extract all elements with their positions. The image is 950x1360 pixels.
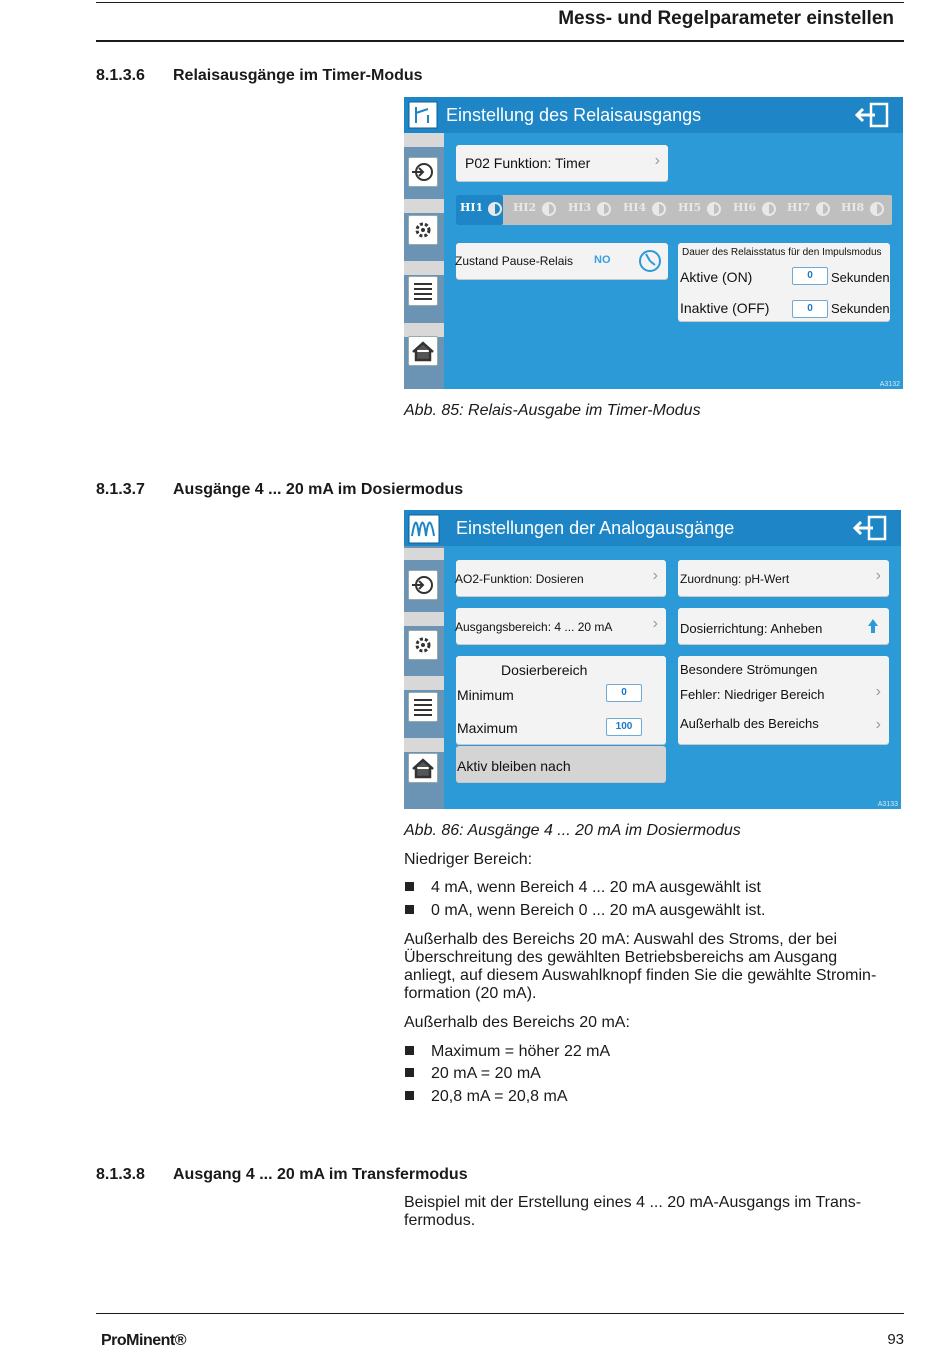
exit-icon[interactable] (855, 102, 889, 128)
pie-icon (762, 202, 776, 216)
section-title: Ausgang 4 ... 20 mA im Transfermodus (173, 1166, 468, 1183)
gear-icon[interactable] (408, 215, 438, 245)
dosing-range-panel (456, 656, 666, 744)
chevron-right-icon: › (654, 152, 660, 169)
chevron-right-icon: › (875, 716, 881, 733)
duration-header: Dauer des Relaisstatus für den Impulsmodus (682, 247, 882, 258)
tab-hi4[interactable]: HI4 (623, 201, 647, 214)
chevron-right-icon: › (652, 615, 658, 632)
relay-settings-screen (404, 97, 903, 389)
tab-hi1[interactable]: HI1 (460, 201, 484, 214)
clock-icon (638, 249, 662, 273)
menu-icon[interactable] (408, 692, 438, 722)
analog-output-screen (404, 510, 901, 809)
inactive-label: Inaktive (OFF) (680, 300, 770, 316)
tab-hi6[interactable]: HI6 (733, 201, 757, 214)
top-rule (96, 2, 904, 3)
page-number: 93 (887, 1331, 904, 1348)
minimum-label: Minimum (457, 687, 514, 703)
pie-icon (542, 202, 556, 216)
inactive-seconds-input[interactable]: 0 (792, 300, 828, 318)
minimum-input[interactable]: 0 (606, 684, 642, 702)
figure-caption: Abb. 85: Relais-Ausgabe im Timer-Modus (404, 402, 701, 419)
ao-function-button[interactable]: AO2-Funktion: Dosieren › (456, 560, 666, 596)
header-rule (96, 40, 904, 42)
function-timer-button[interactable]: P02 Funktion: Timer › (456, 145, 668, 181)
active-label: Aktive (ON) (680, 269, 753, 285)
home-icon[interactable] (408, 336, 438, 366)
home-icon[interactable] (408, 753, 438, 783)
footer-rule (96, 1313, 904, 1314)
special-flows-title: Besondere Strömungen (680, 662, 818, 677)
input-icon[interactable] (408, 157, 438, 187)
pie-icon (707, 202, 721, 216)
low-range-heading: Niedriger Bereich: (404, 851, 533, 868)
section-number: 8.1.3.8 (96, 1166, 145, 1183)
out-of-range-button[interactable]: Außerhalb des Bereichs (680, 716, 819, 731)
stay-active-button[interactable]: Aktiv bleiben nach (456, 746, 666, 782)
figure-code: A3132 (879, 381, 900, 388)
menu-icon[interactable] (408, 276, 438, 306)
chevron-right-icon: › (652, 567, 658, 584)
waveform-icon (408, 514, 440, 544)
page-header-title: Mess- und Regelparameter einstellen (558, 8, 894, 29)
special-flows-panel (678, 656, 889, 744)
screen-titlebar (404, 510, 901, 546)
dosing-range-title: Dosierbereich (501, 662, 588, 678)
relay-tabs (456, 195, 892, 225)
pie-icon (870, 202, 884, 216)
maximum-label: Maximum (457, 720, 518, 736)
pie-icon (652, 202, 666, 216)
pause-relay-button[interactable]: Zustand Pause-Relais NO (456, 243, 668, 279)
arrow-up-icon (867, 618, 879, 634)
inactive-unit: Sekunden (831, 301, 890, 316)
section-title: Ausgänge 4 ... 20 mA im Dosiermodus (173, 481, 464, 498)
exit-icon[interactable] (853, 515, 887, 541)
active-unit: Sekunden (831, 270, 890, 285)
list-item: 0 mA, wenn Bereich 0 ... 20 mA ausgewählt ist. (405, 902, 765, 920)
section-number: 8.1.3.7 (96, 481, 145, 498)
sidebar (404, 133, 444, 389)
list-item: 4 mA, wenn Bereich 4 ... 20 mA ausgewählt ist (405, 879, 761, 897)
assignment-button[interactable]: Zuordnung: pH-Wert › (678, 560, 889, 596)
screen-titlebar (404, 97, 903, 133)
pie-icon (488, 202, 502, 216)
paragraph: Beispiel mit der Erstellung eines 4 ... 20 mA-Ausgangs im Trans- fermodus. (404, 1194, 862, 1229)
screen-title: Einstellungen der Analogausgänge (456, 518, 735, 538)
section-title: Relaisausgänge im Timer-Modus (173, 67, 423, 84)
maximum-input[interactable]: 100 (606, 718, 642, 736)
paragraph: Außerhalb des Bereichs 20 mA: (404, 1014, 630, 1031)
tab-hi7[interactable]: HI7 (787, 201, 811, 214)
input-icon[interactable] (408, 570, 438, 600)
list-item: Maximum = höher 22 mA (405, 1043, 610, 1061)
relay-icon (408, 101, 438, 129)
figure-code: A3133 (877, 801, 898, 808)
output-range-button[interactable]: Ausgangsbereich: 4 ... 20 mA › (456, 608, 666, 644)
error-low-button[interactable]: Fehler: Niedriger Bereich (680, 687, 825, 702)
active-seconds-input[interactable]: 0 (792, 267, 828, 285)
dosing-direction-button[interactable]: Dosierrichtung: Anheben (678, 608, 889, 644)
section-number: 8.1.3.6 (96, 67, 145, 84)
duration-panel (678, 243, 890, 321)
tab-hi2[interactable]: HI2 (513, 201, 537, 214)
pie-icon (597, 202, 611, 216)
chevron-right-icon: › (875, 567, 881, 584)
tab-hi3[interactable]: HI3 (568, 201, 592, 214)
tab-hi8[interactable]: HI8 (841, 201, 865, 214)
list-item: 20 mA = 20 mA (405, 1065, 541, 1083)
paragraph: Außerhalb des Bereichs 20 mA: Auswahl des Stroms, der bei Überschreitung des gewählten Betriebsbereichs am Ausgang anliegt, auf diesem Auswahlknopf finden Sie die gewählte Stromin- formation (20 mA). (404, 931, 877, 1002)
sidebar (404, 546, 444, 809)
pause-value: NO (594, 254, 611, 266)
gear-icon[interactable] (408, 630, 438, 660)
chevron-right-icon: › (875, 683, 881, 700)
prominent-logo: ProMinent® (101, 1332, 187, 1349)
tab-hi5[interactable]: HI5 (678, 201, 702, 214)
list-item: 20,8 mA = 20,8 mA (405, 1088, 568, 1106)
screen-title: Einstellung des Relaisausgangs (446, 105, 702, 125)
figure-caption: Abb. 86: Ausgänge 4 ... 20 mA im Dosiermodus (404, 822, 741, 839)
pie-icon (816, 202, 830, 216)
